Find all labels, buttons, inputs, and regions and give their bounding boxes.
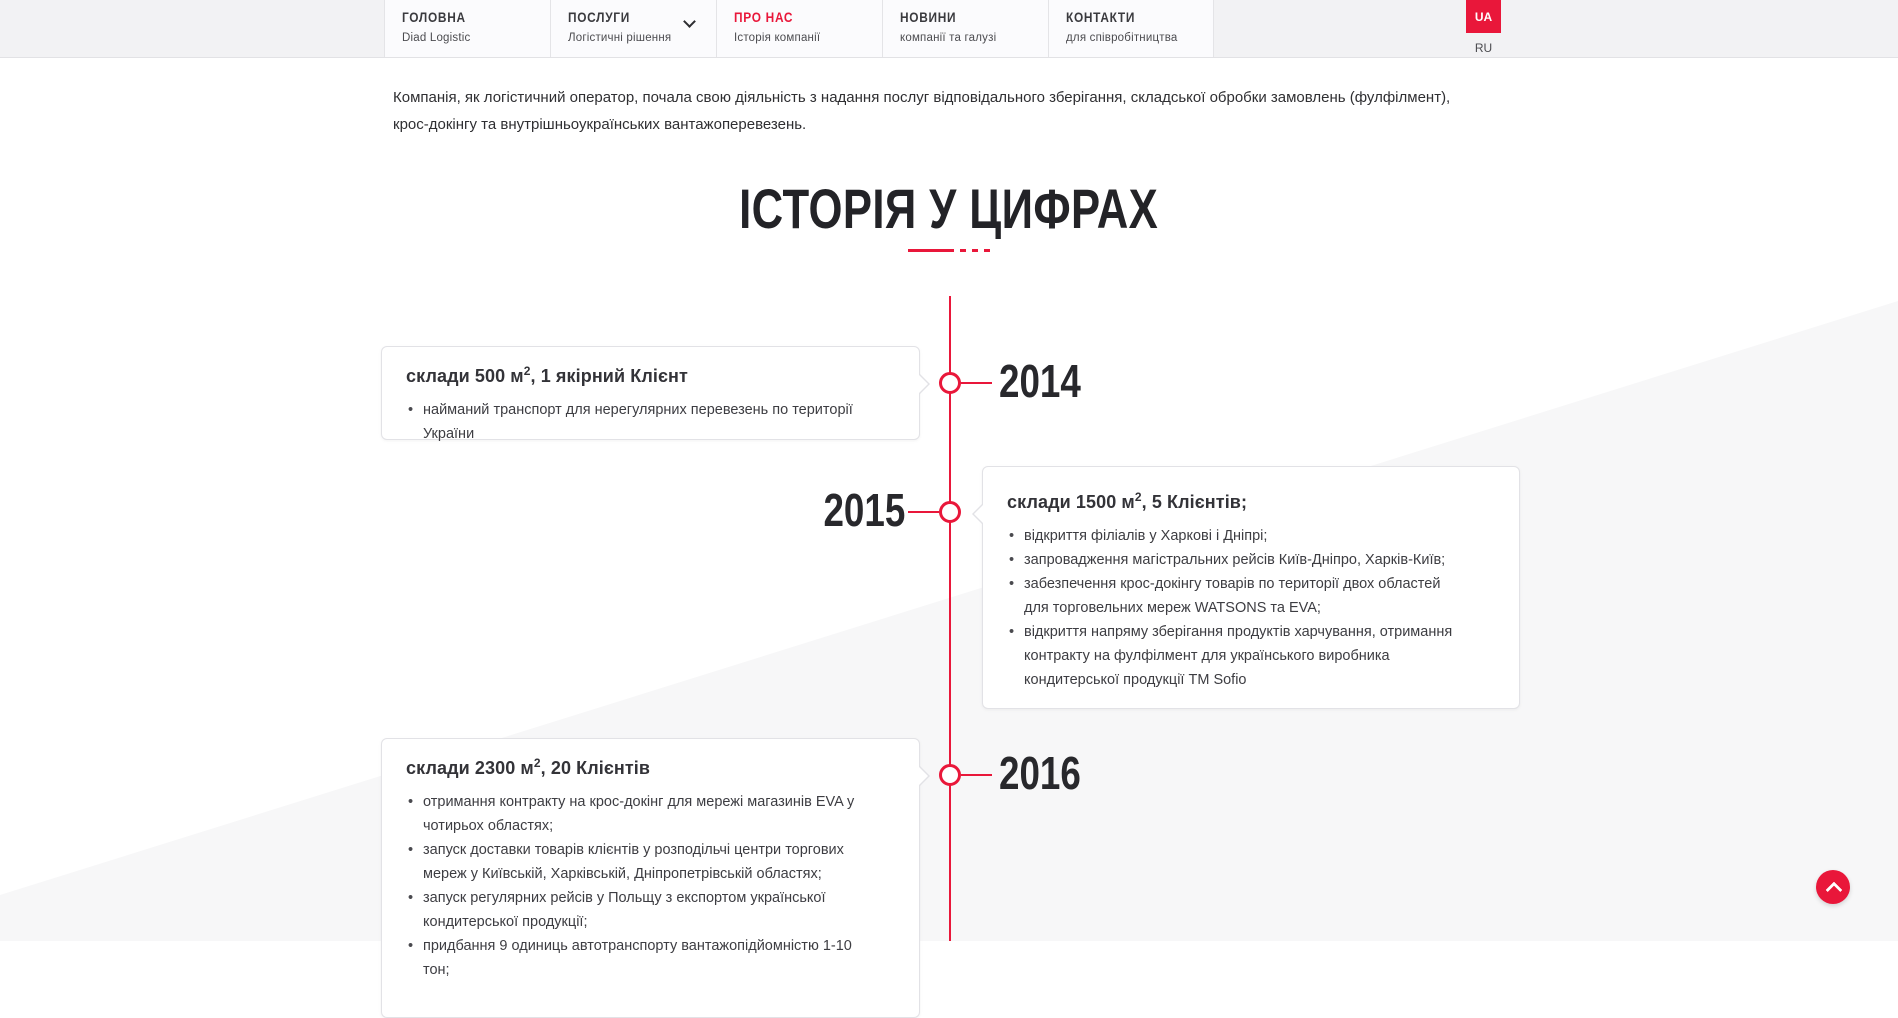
- nav-item-label: ПОСЛУГИ: [568, 10, 630, 25]
- card-title: склади 500 $м^2$, 1 якірний Клієнт: [406, 364, 688, 386]
- card-bullet-list: [1007, 524, 1459, 692]
- nav-item-sublabel: Diad Logistic: [402, 32, 471, 44]
- timeline-tick-2014: [961, 382, 992, 384]
- timeline-node-2015: [939, 501, 961, 523]
- card-bullet: • відкриття напряму зберігання продуктів харчування, отримання контракту на фулфілмент для українського виробника кондитерської продукції ТМ Sofio: [1007, 620, 1459, 692]
- nav-item-label: ПРО НАС: [734, 10, 794, 25]
- timeline-tick-2016: [961, 774, 992, 776]
- nav-item-label: КОНТАКТИ: [1066, 10, 1136, 25]
- year-label-2016: 2016: [999, 747, 1081, 799]
- card-bullet: • запуск доставки товарів клієнтів у розподільчі центри торгових мереж у Київській, Харківській, Дніпропетрівській областях;: [406, 838, 858, 886]
- chevron-up-icon: [1826, 882, 1843, 899]
- nav-item-contacts[interactable]: [1048, 0, 1214, 57]
- nav-item-news[interactable]: [882, 0, 1048, 57]
- nav-item-home[interactable]: [384, 0, 550, 57]
- nav-item-sublabel: компанії та галузі: [900, 32, 997, 44]
- lang-ua-button[interactable]: UA: [1466, 0, 1501, 33]
- card-bullet-list: [406, 790, 858, 982]
- card-bullet: • отримання контракту на крос-докінг для мережі магазинів EVA у чотирьох областях;: [406, 790, 858, 838]
- nav-item-about[interactable]: [716, 0, 882, 57]
- timeline-card-2016: [381, 738, 920, 1018]
- nav-item-sublabel: для співробітництва: [1066, 32, 1178, 44]
- timeline-card-2015: [982, 466, 1520, 709]
- nav-item-label: ГОЛОВНА: [402, 10, 466, 25]
- card-bullet: • запуск регулярних рейсів у Польщу з експортом української кондитерської продукції;: [406, 886, 858, 934]
- card-arrow-left: [974, 504, 984, 524]
- card-bullet: • відкриття філіалів у Харкові і Дніпрі;: [1007, 524, 1459, 548]
- intro-paragraph: Компанія, як логістичний оператор, почала свою діяльність з надання послуг відповідального зберігання, складської обробки замовлень (фулфілмент), крос-докінгу та внутрішньоукраїнських вантажоперевезень.: [393, 89, 1451, 133]
- scroll-to-top-button[interactable]: [1816, 870, 1850, 904]
- card-arrow-right: [918, 766, 928, 786]
- year-label-2015: 2015: [823, 484, 905, 536]
- card-bullet-list: [406, 398, 858, 446]
- year-label-2014: 2014: [999, 355, 1081, 407]
- header: [0, 0, 1898, 58]
- timeline-card-2014: [381, 346, 920, 440]
- chevron-down-icon: [683, 15, 696, 28]
- nav-item-label: НОВИНИ: [900, 10, 957, 25]
- card-bullet: • забезпечення крос-докінгу товарів по території двох областей для торговельних мереж WATSONS та EVA;: [1007, 572, 1459, 620]
- card-title: склади 1500 $м^2$, 5 Клієнтів;: [1007, 490, 1248, 512]
- card-title: склади 2300 $м^2$, 20 Клієнтів: [406, 756, 651, 778]
- timeline-tick-2015: [908, 511, 939, 513]
- lang-ru-button[interactable]: RU: [1474, 41, 1493, 55]
- main-nav: [384, 0, 1214, 57]
- language-switcher: [1466, 0, 1501, 55]
- card-bullet: • запровадження магістральних рейсів Київ-Дніпро, Харків-Київ;: [1007, 548, 1459, 572]
- title-underline-decoration: [0, 249, 1898, 252]
- timeline-node-2014: [939, 372, 961, 394]
- timeline-node-2016: [939, 764, 961, 786]
- card-arrow-right: [918, 374, 928, 394]
- nav-item-services[interactable]: [550, 0, 716, 57]
- nav-item-sublabel: Історія компанії: [734, 32, 821, 44]
- card-bullet: • придбання 9 одиниць автотранспорту вантажопідйомністю 1-10 тон;: [406, 934, 858, 982]
- nav-item-sublabel: Логістичні рішення: [568, 32, 672, 44]
- card-bullet: • найманий транспорт для нерегулярних перевезень по території України: [406, 398, 858, 446]
- section-title: ІСТОРІЯ У ЦИФРАХ: [739, 177, 1159, 240]
